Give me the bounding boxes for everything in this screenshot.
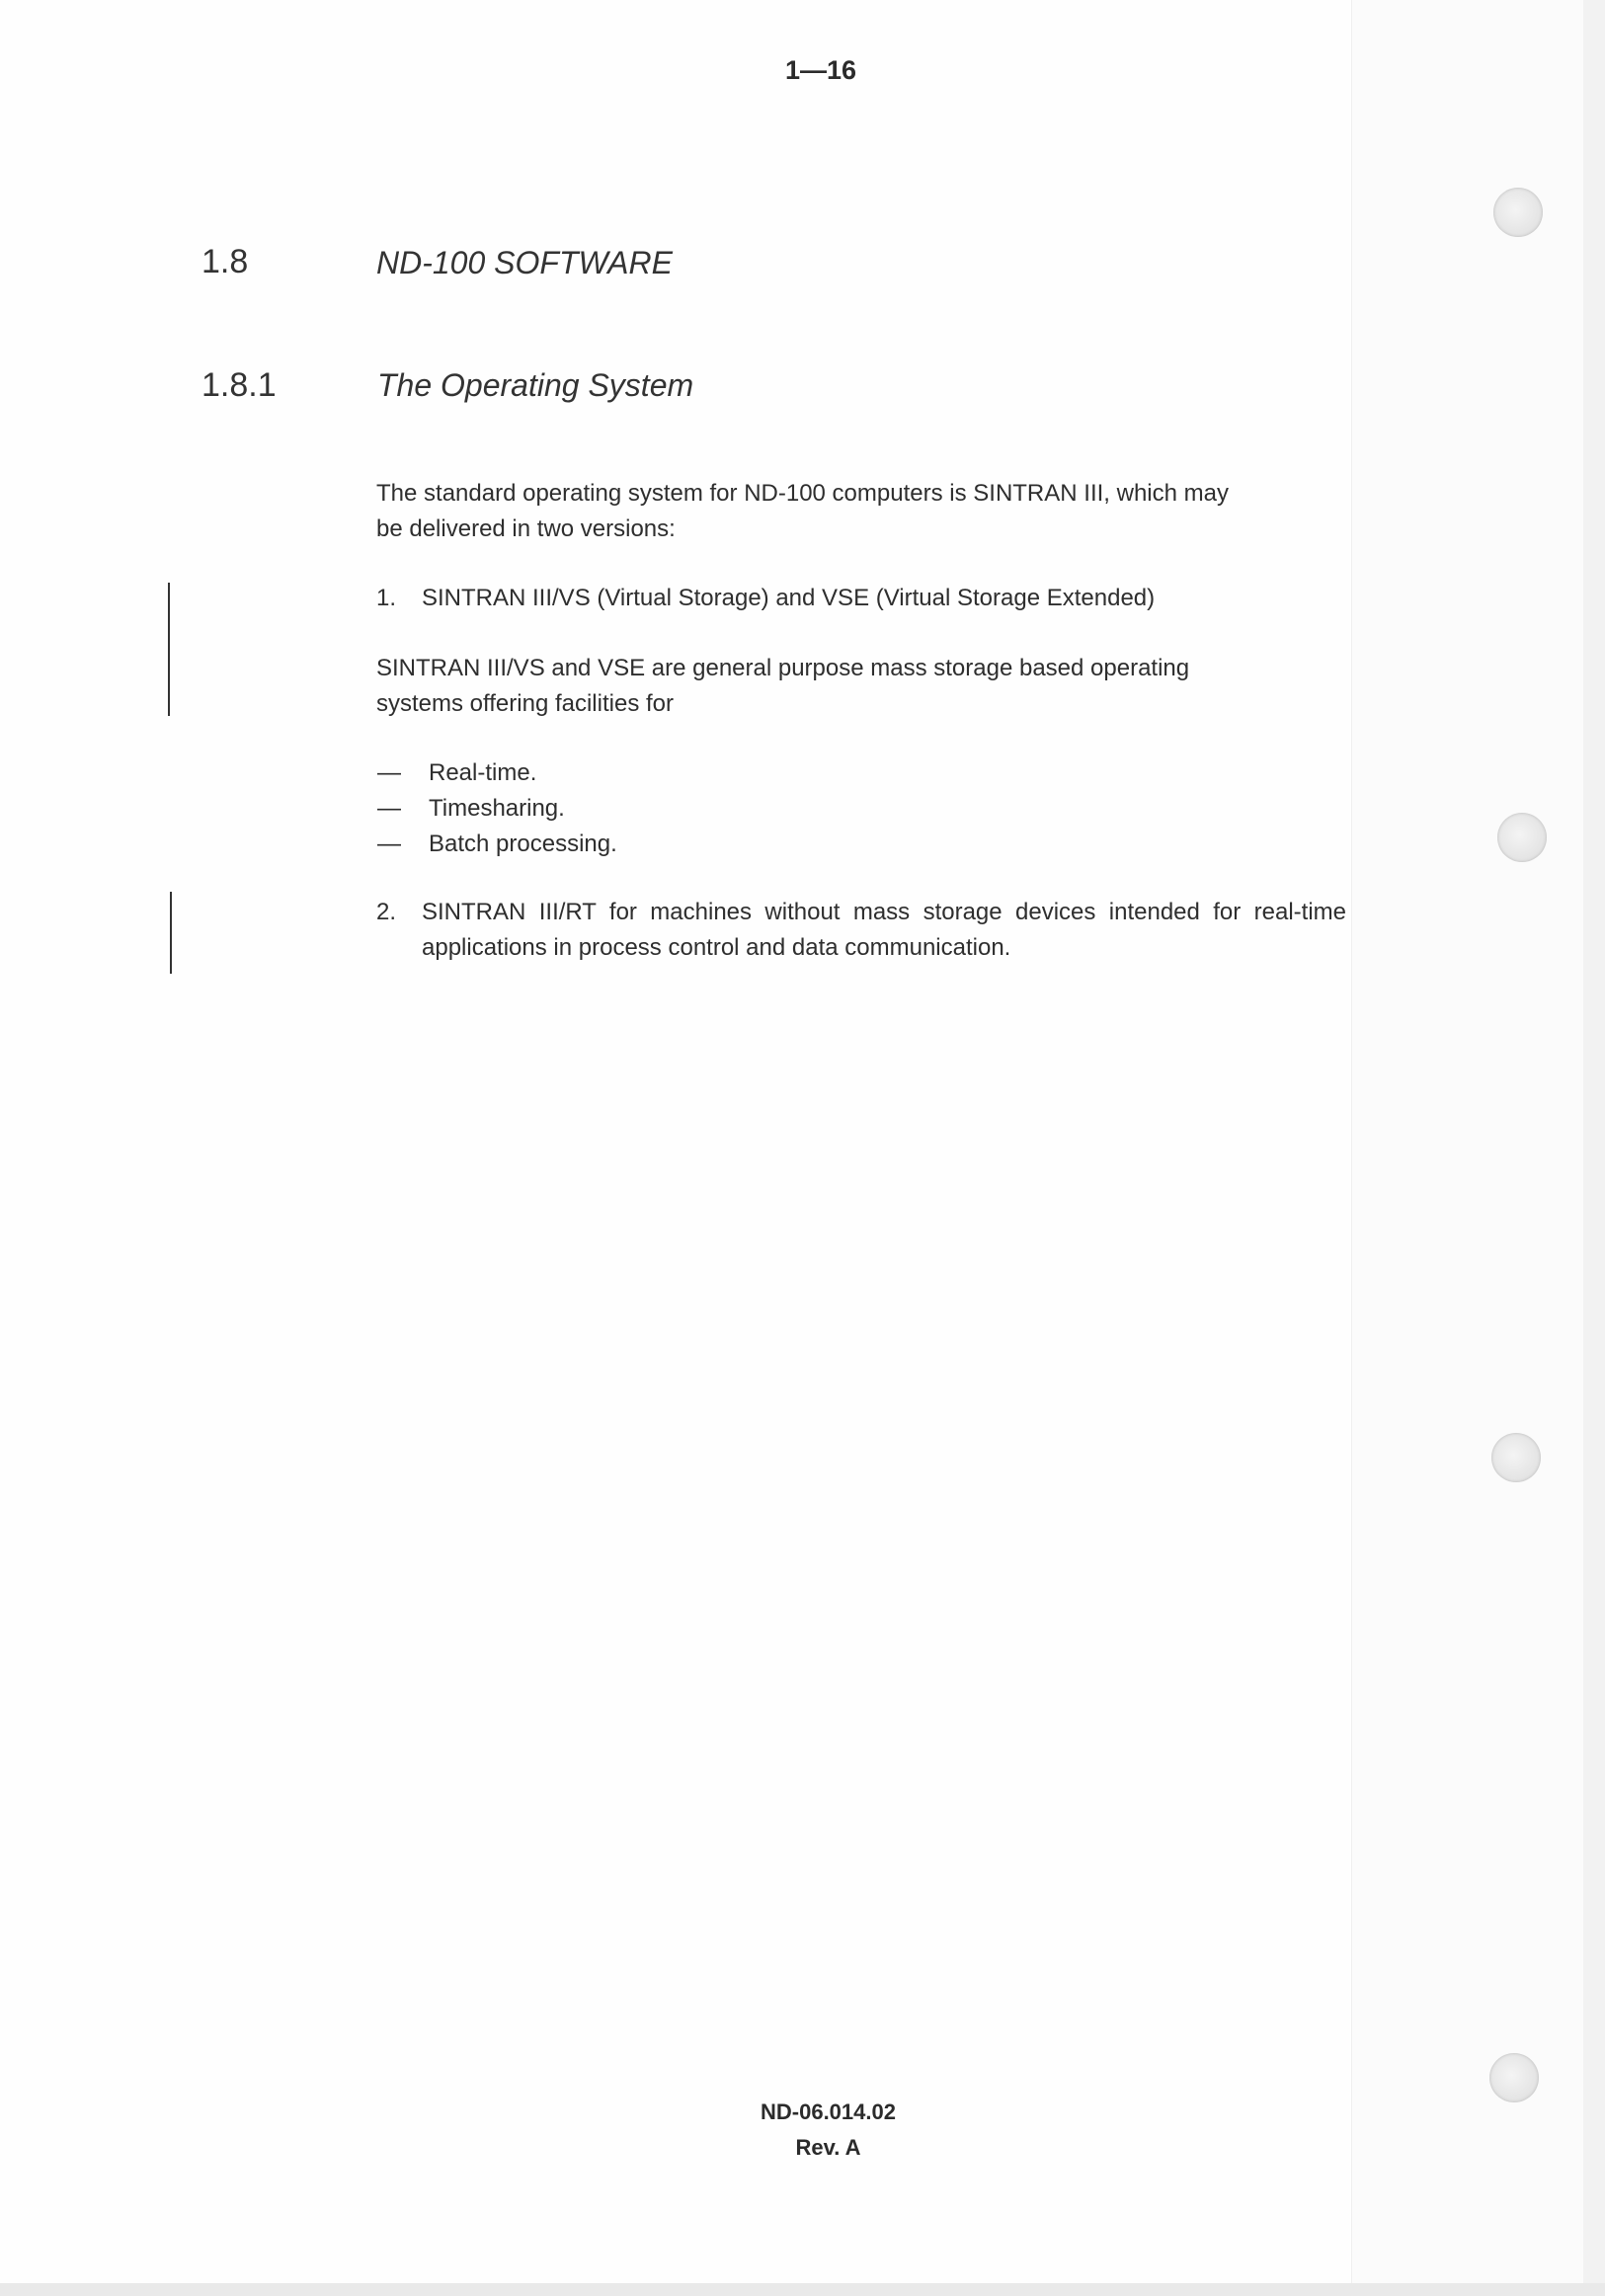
description-line: systems offering facilities for xyxy=(376,690,674,717)
binder-hole-icon xyxy=(1497,813,1547,862)
page-edge-shade xyxy=(1583,0,1605,2296)
dash-bullet: — xyxy=(377,759,401,786)
list-item-number: 1. xyxy=(376,585,397,611)
dash-bullet: — xyxy=(377,795,401,822)
page-number: 1—16 xyxy=(785,55,857,85)
description-line: SINTRAN III/VS and VSE are general purpose mass storage based operating xyxy=(376,655,1190,681)
subsection-number: 1.8.1 xyxy=(201,366,277,404)
binder-hole-icon xyxy=(1491,1433,1541,1482)
section-title: ND-100 SOFTWARE xyxy=(376,245,673,280)
page-bottom-edge-shade xyxy=(0,2283,1605,2296)
page-right-margin-shade xyxy=(1351,0,1605,2296)
change-bar xyxy=(170,892,172,974)
change-bar xyxy=(168,583,170,716)
binder-hole-icon xyxy=(1489,2053,1539,2102)
list-item-number: 2. xyxy=(376,899,397,925)
facility-item: Real-time. xyxy=(429,759,537,786)
facility-item: Batch processing. xyxy=(429,831,617,857)
facility-item: Timesharing. xyxy=(429,795,565,822)
list-item-text: SINTRAN III/RT for machines without mass storage devices intended for real-time applications in process control and data communication. xyxy=(422,899,1346,961)
document-number: ND-06.014.02 xyxy=(761,2099,896,2124)
section-number: 1.8 xyxy=(201,243,249,280)
subsection-title: The Operating System xyxy=(377,367,694,403)
dash-bullet: — xyxy=(377,831,401,857)
intro-line: The standard operating system for ND-100 computers is SINTRAN III, which may xyxy=(376,480,1229,507)
intro-line: be delivered in two versions: xyxy=(376,515,676,542)
list-item-text: SINTRAN III/VS (Virtual Storage) and VSE (Virtual Storage Extended) xyxy=(422,585,1156,611)
binder-hole-icon xyxy=(1493,188,1543,237)
document-revision: Rev. A xyxy=(795,2135,861,2160)
